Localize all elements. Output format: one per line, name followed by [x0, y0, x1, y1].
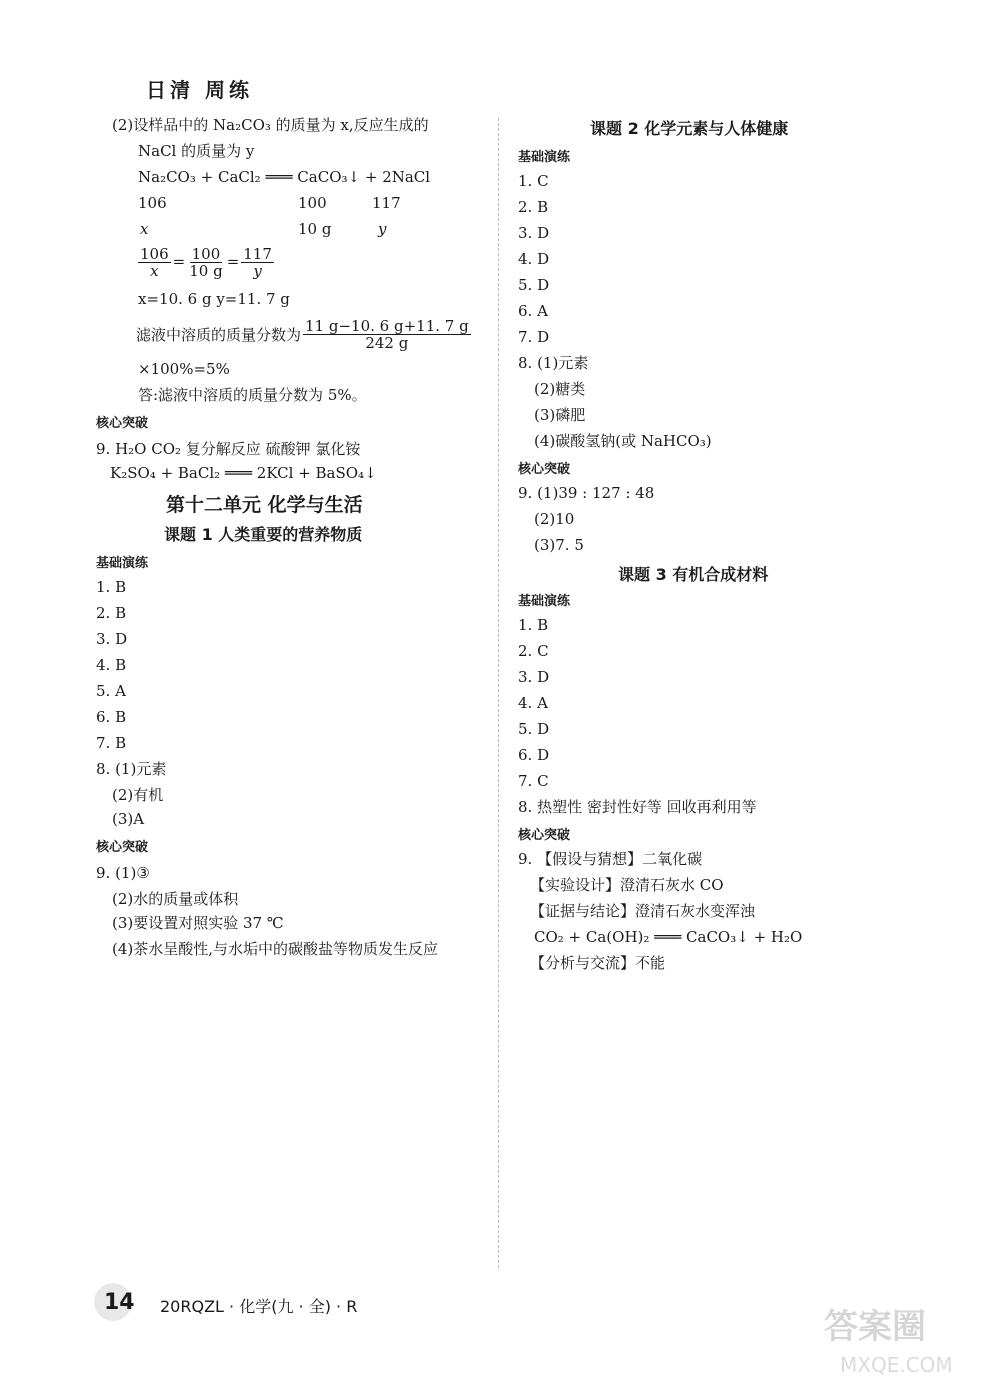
basic-answer: 6. A — [518, 302, 548, 320]
topic3-title: 课题 3 有机合成材料 — [618, 565, 769, 584]
watermark-logo — [820, 1298, 980, 1380]
q8-part: (2)有机 — [112, 786, 164, 804]
q9-part: CO₂ + Ca(OH)₂ ═══ CaCO₃↓ + H₂O — [534, 928, 803, 946]
page-header-title: 日清 周练 — [146, 78, 253, 102]
topic1-title: 课题 1 人类重要的营养物质 — [164, 525, 363, 544]
q9-part: (2)10 — [534, 510, 575, 528]
var-y: y — [378, 220, 387, 238]
ratio-fraction-2: $\frac{100}{10 g}$ — [189, 245, 223, 280]
basic-answer: 7. B — [96, 734, 127, 752]
q9-line1: 9. H₂O CO₂ 复分解反应 硫酸钾 氯化铵 — [96, 440, 361, 458]
basic-answer: 4. D — [518, 250, 550, 268]
q8-answer: 8. 热塑性 密封性好等 回收再利用等 — [518, 798, 757, 816]
basic-answer: 4. A — [518, 694, 548, 712]
final-answer: 答:滤液中溶质的质量分数为 5%。 — [138, 386, 367, 404]
basic-answer: 6. B — [96, 708, 127, 726]
q9-part: 【证据与结论】澄清石灰水变浑浊 — [530, 902, 756, 920]
ratio-fraction-1: $\frac{106}{x}$ — [140, 245, 169, 280]
basic-answer: 6. D — [518, 746, 550, 764]
q9-part: (4)茶水呈酸性,与水垢中的碳酸盐等物质发生反应 — [112, 940, 439, 958]
q9-part: (2)水的质量或体积 — [112, 890, 239, 908]
basic-answer: 2. B — [518, 198, 549, 216]
basic-answer: 5. D — [518, 720, 550, 738]
reaction-equation: Na₂CO₃ + CaCl₂ ═══ CaCO₃↓ + 2NaCl — [138, 168, 431, 186]
watermark-url: MXQE.COM — [840, 1353, 953, 1377]
q2-line1: (2)设样品中的 Na₂CO₃ 的质量为 x,反应生成的 — [112, 116, 429, 134]
basic-answer: 3. D — [518, 224, 550, 242]
q8-part: (3)磷肥 — [534, 406, 586, 424]
basic-answer: 3. D — [518, 668, 550, 686]
section-basic-3: 基础演练 — [518, 594, 571, 609]
section-core-1: 核心突破 — [96, 416, 149, 431]
q2-line2: NaCl 的质量为 y — [138, 142, 255, 160]
basic-answer: 7. D — [518, 328, 550, 346]
q9-part: 【分析与交流】不能 — [530, 954, 666, 972]
basic-answer: 2. B — [96, 604, 127, 622]
mass-117: 117 — [372, 194, 401, 212]
ratio-fraction-3: $\frac{117}{y}$ — [243, 245, 272, 280]
book-code: 20RQZL · 化学(九 · 全) · R — [160, 1297, 358, 1316]
watermark-text: 答案圈 — [824, 1307, 926, 1347]
q8-part: 8. (1)元素 — [518, 354, 589, 372]
basic-answer: 1. B — [518, 616, 549, 634]
basic-answer: 1. B — [96, 578, 127, 596]
var-10g: 10 g — [298, 220, 332, 238]
topic2-title: 课题 2 化学元素与人体健康 — [590, 119, 789, 138]
page-number: 14 — [104, 1290, 135, 1315]
unit-title: 第十二单元 化学与生活 — [166, 494, 363, 516]
basic-answer: 4. B — [96, 656, 127, 674]
percent-result: ×100%=5% — [138, 360, 230, 378]
q9-part: (3)7. 5 — [534, 536, 584, 554]
solution-values: x=10. 6 g y=11. 7 g — [138, 290, 290, 308]
mass-fraction-expression: 滤液中溶质的质量分数为 $\frac{11 g-10. 6 g+11. 7 g}{242 g}$ — [136, 317, 469, 352]
q8-part: (2)糖类 — [534, 380, 586, 398]
section-basic-1: 基础演练 — [96, 556, 149, 571]
mass-fraction: $\frac{11 g-10. 6 g+11. 7 g}{242 g}$ — [305, 317, 469, 352]
q8-part: (3)A — [112, 810, 145, 828]
basic-answer: 3. D — [96, 630, 128, 648]
section-basic-2: 基础演练 — [518, 150, 571, 165]
ratio-equation: $\frac{106}{x}$ = $\frac{100}{10 g}$ = $\frac{117}{y}$ — [140, 245, 272, 280]
basic-answer: 2. C — [518, 642, 549, 660]
basic-answer: 5. A — [96, 682, 126, 700]
section-core-2: 核心突破 — [96, 840, 149, 855]
q8-part: (4)碳酸氢钠(或 NaHCO₃) — [534, 432, 712, 450]
section-core-4: 核心突破 — [518, 828, 571, 843]
q9-part: (3)要设置对照实验 37 ℃ — [112, 914, 284, 932]
section-core-3: 核心突破 — [518, 462, 571, 477]
q9-line2: K₂SO₄ + BaCl₂ ═══ 2KCl + BaSO₄↓ — [110, 464, 377, 482]
q8-part: 8. (1)元素 — [96, 760, 167, 778]
basic-answer: 7. C — [518, 772, 549, 790]
q9-part: 9. 【假设与猜想】二氧化碳 — [518, 850, 703, 868]
basic-answer: 1. C — [518, 172, 549, 190]
var-x: x — [140, 220, 149, 238]
column-divider — [498, 118, 499, 1268]
q9-part: 9. (1)③ — [96, 864, 150, 882]
basic-answer: 5. D — [518, 276, 550, 294]
mass-106: 106 — [138, 194, 167, 212]
mass-100: 100 — [298, 194, 327, 212]
q9-part: 【实验设计】澄清石灰水 CO — [530, 876, 724, 894]
q9-part: 9. (1)39 : 127 : 48 — [518, 484, 655, 502]
